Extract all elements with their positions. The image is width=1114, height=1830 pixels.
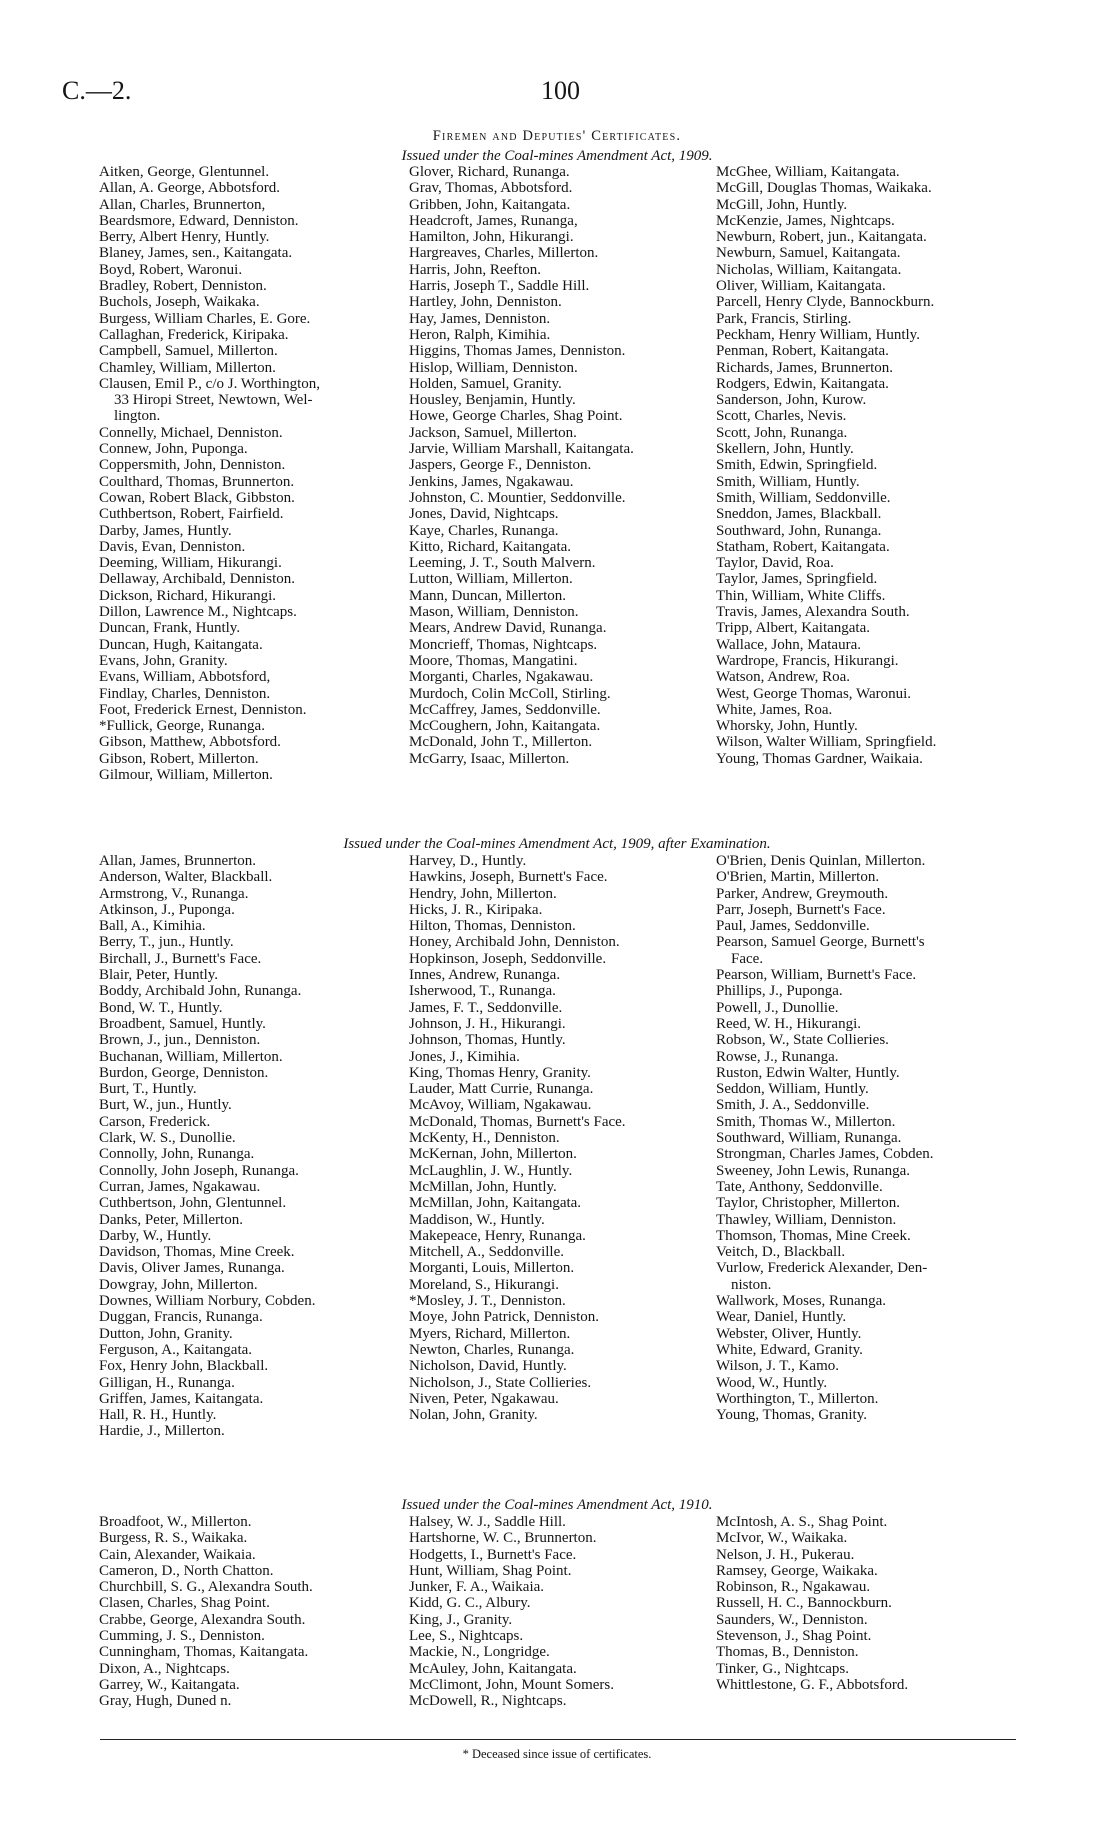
list-item: Hay, James, Denniston. [409,310,551,327]
report-code: C.—2. [62,76,132,105]
list-item: Mitchell, A., Seddonville. [409,1244,564,1261]
list-item: McGhee, William, Kaitangata. [716,164,900,180]
list-item: Smith, Edwin, Springfield. [716,457,878,474]
list-item: Hartshorne, W. C., Brunnerton. [409,1530,597,1547]
list-item: Wilson, J. T., Kamo. [716,1358,840,1375]
list-item: Clasen, Charles, Shag Point. [99,1595,270,1612]
list-item: Harris, John, Reefton. [409,261,542,278]
list-item: Johnson, J. H., Hikurangi. [409,1015,566,1032]
list-item: King, Thomas Henry, Granity. [409,1064,591,1081]
list-item: Worthington, T., Millerton. [716,1390,879,1407]
list-item: Anderson, Walter, Blackball. [99,869,273,886]
list-item: Maddison, W., Huntly. [409,1211,545,1228]
list-item: Tripp, Albert, Kaitangata. [716,620,871,637]
name-column [716,164,936,767]
list-item: Holden, Samuel, Granity. [409,375,562,392]
list-item: White, James, Roa. [716,701,833,718]
list-item: Stevenson, J., Shag Point. [716,1628,872,1645]
list-item: McAuley, John, Kaitangata. [409,1660,577,1677]
list-item: Gibson, Robert, Millerton. [99,750,259,767]
list-item: McGarry, Isaac, Millerton. [409,750,570,767]
list-item: McKernan, John, Millerton. [409,1146,577,1163]
list-item: Morganti, Louis, Millerton. [409,1260,575,1277]
list-item: James, F. T., Seddonville. [409,999,563,1016]
list-item: Wardrope, Francis, Hikurangi. [716,652,899,669]
list-item: Ferguson, A., Kaitangata. [99,1341,253,1358]
list-item: lington. [114,408,161,425]
footnote-divider [100,1739,1016,1740]
list-item: Boddy, Archibald John, Runanga. [99,983,302,1000]
list-item: Crabbe, George, Alexandra South. [99,1611,306,1628]
list-item: Cameron, D., North Chatton. [99,1562,274,1579]
list-item: 33 Hiropi Street, Newtown, Wel- [114,392,313,409]
list-item: Pearson, William, Burnett's Face. [716,967,917,984]
list-item: Hislop, William, Denniston. [409,359,578,376]
list-item: Moncrieff, Thomas, Nightcaps. [409,636,598,653]
list-item: Hicks, J. R., Kiripaka. [409,901,543,918]
list-item: Tate, Anthony, Seddonville. [716,1178,883,1195]
list-item: Richards, James, Brunnerton. [716,359,894,376]
list-item: Oliver, William, Kaitangata. [716,278,886,295]
list-item: Coppersmith, John, Denniston. [99,457,286,474]
list-item: Allan, James, Brunnerton. [99,853,257,869]
list-item: Moore, Thomas, Mangatini. [409,652,578,669]
list-item: Buchanan, William, Millerton. [99,1048,283,1065]
list-item: Griffen, James, Kaitangata. [99,1390,264,1407]
list-item: Taylor, David, Roa. [716,555,834,572]
list-item: Honey, Archibald John, Denniston. [409,934,620,951]
name-column [99,164,320,783]
list-item: Halsey, W. J., Saddle Hill. [409,1514,566,1530]
list-item: Darby, James, Huntly. [99,522,232,539]
list-item: Peckham, Henry William, Huntly. [716,326,920,343]
list-item: Chamley, William, Millerton. [99,359,276,376]
list-item: King, J., Granity. [409,1611,513,1628]
list-item: Blaney, James, sen., Kaitangata. [99,245,293,262]
list-item: Jones, David, Nightcaps. [409,506,559,523]
page-title: Firemen and Deputies' Certificates. [432,128,682,144]
list-item: Berry, T., jun., Huntly. [99,934,234,951]
list-item: Heron, Ralph, Kimihia. [409,326,551,343]
list-item: Downes, William Norbury, Cobden. [99,1293,316,1310]
list-item: Nolan, John, Granity. [409,1407,538,1424]
list-item: Saunders, W., Denniston. [716,1611,868,1628]
list-item: O'Brien, Martin, Millerton. [716,869,880,886]
list-item: Boyd, Robert, Waronui. [99,261,243,278]
list-item: Makepeace, Henry, Runanga. [409,1227,586,1244]
name-column [409,853,626,1423]
name-column [99,853,315,1440]
list-item: Duggan, Francis, Runanga. [99,1309,263,1326]
list-item: Gibson, Matthew, Abbotsford. [99,734,281,751]
list-item: Harris, Joseph T., Saddle Hill. [409,278,590,295]
list-item: Birchall, J., Burnett's Face. [99,950,262,967]
list-item: Niven, Peter, Ngakawau. [409,1390,559,1407]
list-item: Wallwork, Moses, Runanga. [716,1293,887,1310]
list-item: Myers, Richard, Millerton. [409,1325,571,1342]
list-item: Taylor, Christopher, Millerton. [716,1195,900,1212]
list-item: Kaye, Charles, Runanga. [409,522,559,539]
list-item: Moreland, S., Hikurangi. [409,1276,559,1293]
list-item: McKenzie, James, Nightcaps. [716,212,895,229]
list-item: Southward, John, Runanga. [716,522,882,539]
list-item: Scott, Charles, Nevis. [716,408,847,425]
list-item: Dickson, Richard, Hikurangi. [99,587,277,604]
list-item: McGill, Douglas Thomas, Waikaka. [716,180,932,197]
list-item: Glover, Richard, Runanga. [409,164,570,180]
list-item: Sneddon, James, Blackball. [716,506,882,523]
list-item: *Fullick, George, Runanga. [99,718,265,735]
list-item: Berry, Albert Henry, Huntly. [99,229,270,246]
list-item: Southward, William, Runanga. [716,1130,902,1147]
list-item: Veitch, D., Blackball. [716,1244,846,1261]
list-item: Cuthbertson, Robert, Fairfield. [99,506,284,523]
list-item: Gray, Hugh, Duned n. [99,1693,232,1710]
list-item: Cowan, Robert Black, Gibbston. [99,489,295,506]
name-column [409,164,634,767]
list-item: Phillips, J., Puponga. [716,983,843,1000]
list-item: Newburn, Robert, jun., Kaitangata. [716,229,927,246]
list-item: Gribben, John, Kaitangata. [409,196,571,213]
list-item: Blair, Peter, Huntly. [99,967,219,984]
list-item: O'Brien, Denis Quinlan, Millerton. [716,853,926,869]
list-item: Housley, Benjamin, Huntly. [409,392,576,409]
list-item: Burt, T., Huntly. [99,1081,197,1098]
list-item: McClimont, John, Mount Somers. [409,1676,615,1693]
list-item: Brown, J., jun., Denniston. [99,1032,261,1049]
list-item: Statham, Robert, Kaitangata. [716,538,890,555]
list-item: Higgins, Thomas James, Denniston. [409,343,626,360]
list-item: Burgess, R. S., Waikaka. [99,1530,248,1547]
list-item: McCoughern, John, Kaitangata. [409,718,601,735]
list-item: Park, Francis, Stirling. [716,310,852,327]
section-title: Issued under the Coal-mines Amendment Act, 1909, after Examination. [343,836,771,852]
list-item: Hargreaves, Charles, Millerton. [409,245,599,262]
list-item: Ramsey, George, Waikaka. [716,1562,878,1579]
list-item: West, George Thomas, Waronui. [716,685,912,702]
list-item: Duncan, Hugh, Kaitangata. [99,636,263,653]
list-item: Findlay, Charles, Denniston. [99,685,271,702]
list-item: Lee, S., Nightcaps. [409,1628,524,1645]
list-item: Atkinson, J., Puponga. [99,901,235,918]
name-column [716,853,933,1423]
list-item: Evans, William, Abbotsford, [99,669,271,686]
list-item: Bradley, Robert, Denniston. [99,278,267,295]
list-item: niston. [731,1276,772,1293]
list-item: Bond, W. T., Huntly. [99,999,223,1016]
list-item: McGill, John, Huntly. [716,196,848,213]
list-item: Jackson, Samuel, Millerton. [409,424,577,441]
list-item: Seddon, William, Huntly. [716,1081,869,1098]
list-item: Carson, Frederick. [99,1113,211,1130]
list-item: Cuthbertson, John, Glentunnel. [99,1195,287,1212]
list-item: Nicholas, William, Kaitangata. [716,261,902,278]
list-item: Hilton, Thomas, Denniston. [409,918,576,935]
list-item: Johnston, C. Mountier, Seddonville. [409,489,626,506]
list-item: Cumming, J. S., Denniston. [99,1628,265,1645]
list-item: Hendry, John, Millerton. [409,885,557,902]
list-item: Leeming, J. T., South Malvern. [409,555,596,572]
list-item: Newburn, Samuel, Kaitangata. [716,245,901,262]
list-item: Newton, Charles, Runanga. [409,1341,575,1358]
list-item: Cunningham, Thomas, Kaitangata. [99,1644,309,1661]
list-item: Tinker, G., Nightcaps. [716,1660,850,1677]
list-item: McCaffrey, James, Seddonville. [409,701,601,718]
list-item: Moye, John Patrick, Denniston. [409,1309,599,1326]
list-item: Whittlestone, G. F., Abbotsford. [716,1676,909,1693]
list-item: Jaspers, George F., Denniston. [409,457,592,474]
list-item: Whorsky, John, Huntly. [716,718,858,735]
list-item: Callaghan, Frederick, Kiripaka. [99,326,289,343]
list-item: Morganti, Charles, Ngakawau. [409,669,594,686]
list-item: Mackie, N., Longridge. [409,1644,550,1661]
list-item: Kitto, Richard, Kaitangata. [409,538,572,555]
list-item: Rodgers, Edwin, Kaitangata. [716,375,889,392]
list-item: Dutton, John, Granity. [99,1325,233,1342]
list-item: Penman, Robert, Kaitangata. [716,343,889,360]
list-item: Clark, W. S., Dunollie. [99,1130,236,1147]
list-item: Nicholson, David, Huntly. [409,1358,567,1375]
list-item: Dowgray, John, Millerton. [99,1276,258,1293]
list-item: Danks, Peter, Millerton. [99,1211,243,1228]
list-item: Armstrong, V., Runanga. [99,885,249,902]
list-item: Dillon, Lawrence M., Nightcaps. [99,604,297,621]
list-item: Foot, Frederick Ernest, Denniston. [99,701,307,718]
list-item: Watson, Andrew, Roa. [716,669,851,686]
list-item: Wallace, John, Mataura. [716,636,861,653]
list-item: Clausen, Emil P., c/o J. Worthington, [99,375,321,392]
list-item: Cain, Alexander, Waikaia. [99,1546,256,1563]
list-item: Parcell, Henry Clyde, Bannockburn. [716,294,935,311]
list-item: Darby, W., Huntly. [99,1227,212,1244]
list-item: Deeming, William, Hikurangi. [99,555,282,572]
list-item: Face. [731,950,764,967]
list-item: Isherwood, T., Runanga. [409,983,556,1000]
list-item: McIntosh, A. S., Shag Point. [716,1514,888,1530]
list-item: Connew, John, Puponga. [99,441,248,458]
list-item: Gilligan, H., Runanga. [99,1374,235,1391]
list-item: Smith, Thomas W., Millerton. [716,1113,896,1130]
list-item: Wilson, Walter William, Springfield. [716,734,937,751]
list-item: Skellern, John, Huntly. [716,441,854,458]
list-item: Davidson, Thomas, Mine Creek. [99,1244,295,1261]
list-item: Taylor, James, Springfield. [716,571,878,588]
list-item: Burt, W., jun., Huntly. [99,1097,232,1114]
list-item: Hawkins, Joseph, Burnett's Face. [409,869,608,886]
list-item: Paul, James, Seddonville. [716,918,870,935]
list-item: Russell, H. C., Bannockburn. [716,1595,892,1612]
list-item: Murdoch, Colin McColl, Stirling. [409,685,611,702]
list-item: Sweeney, John Lewis, Runanga. [716,1162,910,1179]
page-number: 100 [541,76,580,105]
list-item: Innes, Andrew, Runanga. [409,967,561,984]
list-item: Thawley, William, Denniston. [716,1211,897,1228]
list-item: Hartley, John, Denniston. [409,294,562,311]
list-item: Wood, W., Huntly. [716,1374,828,1391]
list-item: Fox, Henry John, Blackball. [99,1358,269,1375]
list-item: Harvey, D., Huntly. [409,853,527,869]
list-item: Nicholson, J., State Collieries. [409,1374,592,1391]
list-item: McAvoy, William, Ngakawau. [409,1097,592,1114]
list-item: Hunt, William, Shag Point. [409,1562,572,1579]
list-item: Scott, John, Runanga. [716,424,848,441]
name-column [716,1514,908,1693]
list-item: Hodgetts, I., Burnett's Face. [409,1546,577,1563]
list-item: Beardsmore, Edward, Denniston. [99,212,299,229]
list-item: Connolly, John Joseph, Runanga. [99,1162,299,1179]
list-item: Hall, R. H., Huntly. [99,1407,217,1424]
list-item: Parr, Joseph, Burnett's Face. [716,901,886,918]
list-item: Duncan, Frank, Huntly. [99,620,241,637]
list-item: Thomson, Thomas, Mine Creek. [716,1227,911,1244]
list-item: Mann, Duncan, Millerton. [409,587,567,604]
list-item: Connolly, John, Runanga. [99,1146,255,1163]
list-item: Coulthard, Thomas, Brunnerton. [99,473,295,490]
list-item: Vurlow, Frederick Alexander, Den- [716,1260,928,1277]
list-item: Evans, John, Granity. [99,652,228,669]
list-item: Young, Thomas Gardner, Waikaia. [716,750,923,767]
list-item: Buchols, Joseph, Waikaka. [99,294,260,311]
list-item: Powell, J., Dunollie. [716,999,839,1016]
section-title: Issued under the Coal-mines Amendment Act, 1910. [401,1497,713,1513]
list-item: Grav, Thomas, Abbotsford. [409,180,573,197]
list-item: Dellaway, Archibald, Denniston. [99,571,296,588]
list-item: Junker, F. A., Waikaia. [409,1579,545,1596]
list-item: Jenkins, James, Ngakawau. [409,473,574,490]
list-item: Campbell, Samuel, Millerton. [99,343,278,360]
list-item: Nelson, J. H., Pukerau. [716,1546,855,1563]
list-item: Garrey, W., Kaitangata. [99,1676,240,1693]
section-title: Issued under the Coal-mines Amendment Act, 1909. [401,148,713,164]
list-item: Parker, Andrew, Greymouth. [716,885,889,902]
list-item: Broadfoot, W., Millerton. [99,1514,252,1530]
list-item: Robson, W., State Collieries. [716,1032,889,1049]
list-item: McIvor, W., Waikaka. [716,1530,848,1547]
list-item: Davis, Evan, Denniston. [99,538,246,555]
list-item: Mason, William, Denniston. [409,604,579,621]
list-item: Pearson, Samuel George, Burnett's [716,934,925,951]
list-item: Hamilton, John, Hikurangi. [409,229,574,246]
list-item: Strongman, Charles James, Cobden. [716,1146,934,1163]
footnote: * Deceased since issue of certificates. [462,1747,652,1761]
list-item: Rowse, J., Runanga. [716,1048,839,1065]
list-item: Johnson, Thomas, Huntly. [409,1032,566,1049]
list-item: Lutton, William, Millerton. [409,571,573,588]
list-item: McDonald, Thomas, Burnett's Face. [409,1113,626,1130]
list-item: Young, Thomas, Granity. [716,1407,867,1424]
list-item: Reed, W. H., Hikurangi. [716,1015,861,1032]
name-column [99,1514,313,1710]
list-item: Burgess, William Charles, E. Gore. [99,310,311,327]
list-item: Smith, William, Huntly. [716,473,860,490]
list-item: Smith, William, Seddonville. [716,489,891,506]
list-item: Gilmour, William, Millerton. [99,766,273,783]
list-item: Ball, A., Kimihia. [99,918,206,935]
list-item: Curran, James, Ngakawau. [99,1178,261,1195]
list-item: McDowell, R., Nightcaps. [409,1693,567,1710]
list-item: Webster, Oliver, Huntly. [716,1325,862,1342]
list-item: Thin, William, White Cliffs. [716,587,886,604]
list-item: McLaughlin, J. W., Huntly. [409,1162,573,1179]
list-item: Hopkinson, Joseph, Seddonville. [409,950,607,967]
list-item: Kidd, G. C., Albury. [409,1595,531,1612]
list-item: *Mosley, J. T., Denniston. [409,1293,566,1310]
list-item: White, Edward, Granity. [716,1341,863,1358]
list-item: McMillan, John, Kaitangata. [409,1195,582,1212]
name-column [409,1514,614,1710]
list-item: Travis, James, Alexandra South. [716,604,910,621]
list-item: Davis, Oliver James, Runanga. [99,1260,285,1277]
list-item: Broadbent, Samuel, Huntly. [99,1015,266,1032]
list-item: Churchbill, S. G., Alexandra South. [99,1579,313,1596]
list-item: Headcroft, James, Runanga, [409,212,578,229]
list-item: Connelly, Michael, Denniston. [99,424,283,441]
list-item: Ruston, Edwin Walter, Huntly. [716,1064,900,1081]
list-item: Hardie, J., Millerton. [99,1423,225,1440]
list-item: Allan, Charles, Brunnerton, [99,196,266,213]
list-item: Aitken, George, Glentunnel. [99,164,270,180]
list-item: McKenty, H., Denniston. [409,1130,560,1147]
list-item: McDonald, John T., Millerton. [409,734,593,751]
list-item: Thomas, B., Denniston. [716,1644,859,1661]
list-item: Lauder, Matt Currie, Runanga. [409,1081,594,1098]
list-item: Jones, J., Kimihia. [409,1048,520,1065]
list-item: Wear, Daniel, Huntly. [716,1309,847,1326]
list-item: McMillan, John, Huntly. [409,1178,557,1195]
list-item: Jarvie, William Marshall, Kaitangata. [409,441,634,458]
list-item: Dixon, A., Nightcaps. [99,1660,230,1677]
list-item: Sanderson, John, Kurow. [716,392,867,409]
list-item: Robinson, R., Ngakawau. [716,1579,871,1596]
list-item: Allan, A. George, Abbotsford. [99,180,280,197]
list-item: Howe, George Charles, Shag Point. [409,408,623,425]
list-item: Burdon, George, Denniston. [99,1064,269,1081]
list-item: Mears, Andrew David, Runanga. [409,620,607,637]
list-item: Smith, J. A., Seddonville. [716,1097,870,1114]
